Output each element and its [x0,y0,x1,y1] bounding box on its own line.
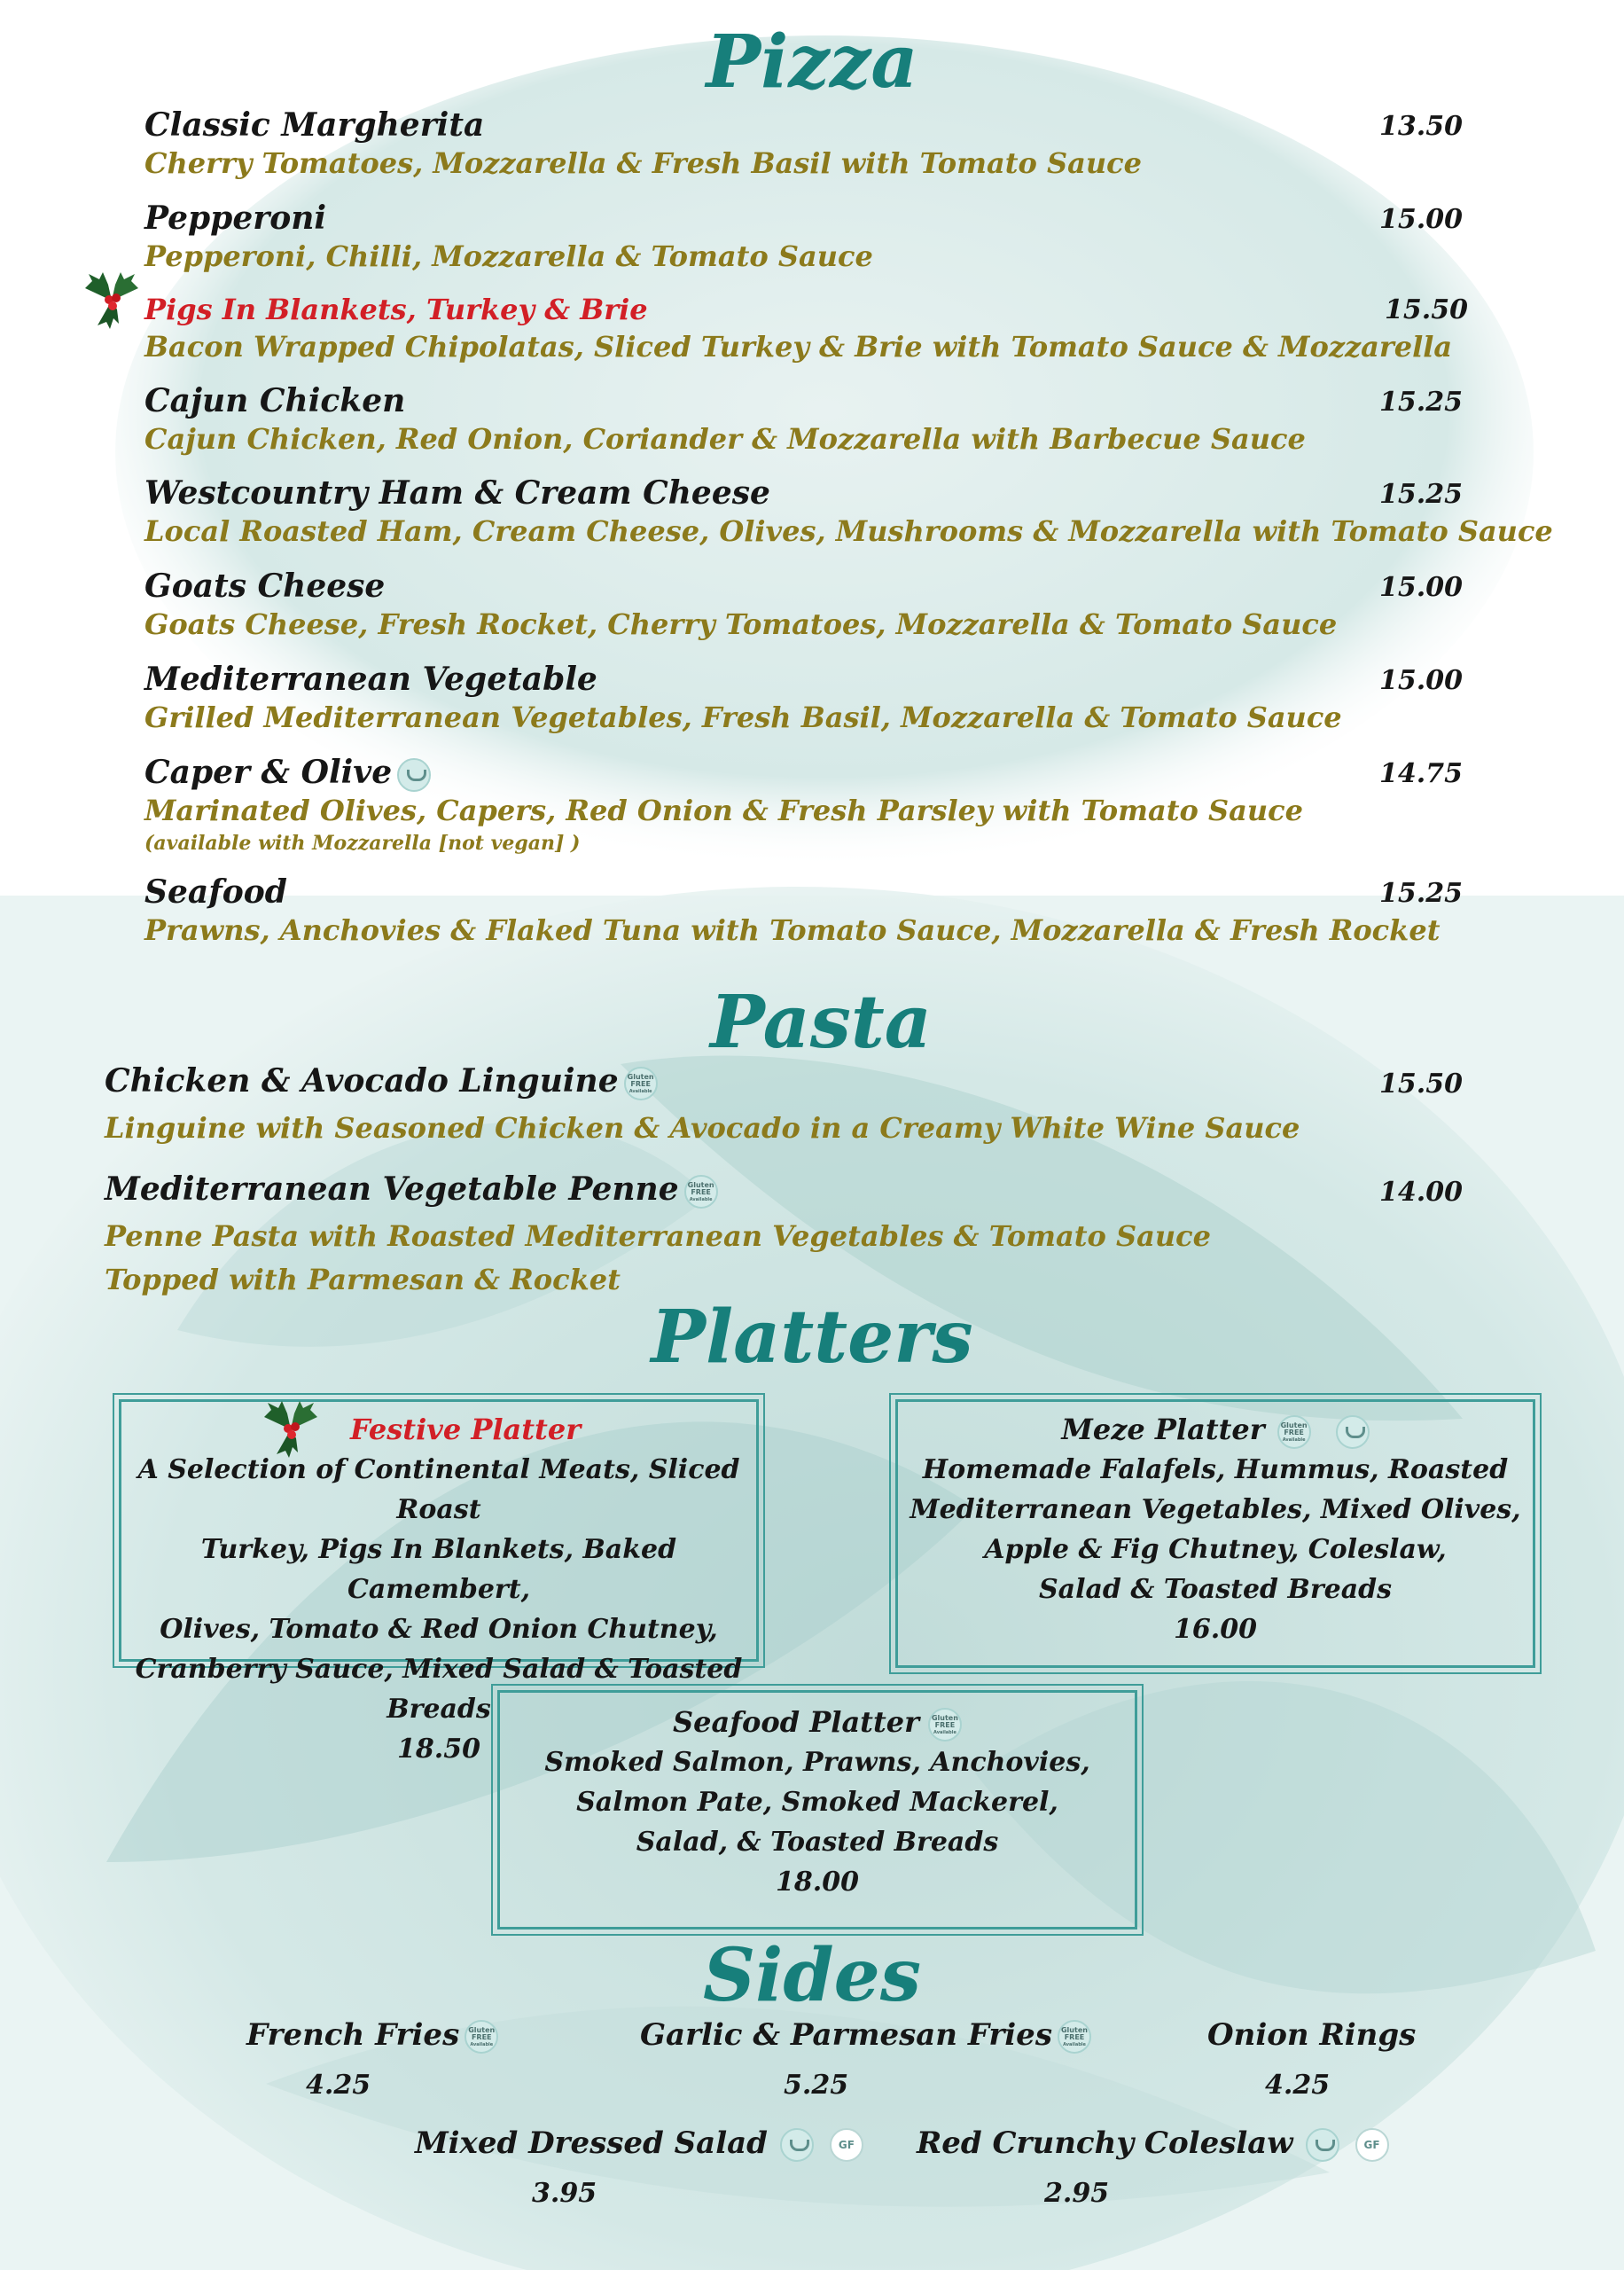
meze-platter-line: Salad & Toasted Breads [1038,1574,1393,1605]
gluten-free-icon: Gluten FREE Available [624,1067,658,1100]
pizza-name-margherita: Classic Margherita [144,106,485,144]
pizza-name-pigs-in-blankets: Pigs In Blankets, Turkey & Brie [144,293,648,326]
pizza-name-goats-cheese: Goats Cheese [144,568,386,605]
pizza-desc-seafood: Prawns, Anchovies & Flaked Tuna with Tomato Sauce, Mozzarella & Fresh Rocket [144,913,1441,947]
pizza-desc-margherita: Cherry Tomatoes, Mozzarella & Fresh Basil with Tomato Sauce [144,146,1142,180]
holly-icon [80,270,144,331]
pizza-price-pepperoni: 15.00 [1379,204,1463,235]
pasta-name-veg-penne-row [105,1170,718,1209]
gluten-free-icon: Gluten FREE Available [1277,1415,1311,1449]
pizza-name-pepperoni: Pepperoni [144,200,327,237]
gf-icon: GF [830,2128,863,2162]
pizza-name-seafood: Seafood [144,873,287,911]
vegan-icon [1306,2128,1339,2162]
meze-platter-line: Mediterranean Vegetables, Mixed Olives, [910,1494,1521,1525]
pasta-desc2-veg-penne: Topped with Parmesan & Rocket [105,1263,621,1296]
side-mixed-salad-row [415,2125,863,2162]
seafood-platter-price: 18.00 [776,1867,859,1898]
meze-platter-line: Apple & Fig Chutney, Coleslaw, [984,1534,1447,1565]
side-price-coleslaw: 2.95 [1044,2178,1110,2209]
meze-platter-name: Meze Platter [1061,1413,1265,1446]
gluten-free-icon: Gluten FREE Available [465,2020,498,2054]
pizza-price-goats-cheese: 15.00 [1379,572,1463,603]
platters-heading: Platters [651,1295,973,1380]
meze-platter-price: 16.00 [1174,1614,1257,1645]
side-name-garlic-fries: Garlic & Parmesan Fries [640,2017,1052,2053]
side-price-onion-rings: 4.25 [1265,2070,1331,2101]
pizza-price-margherita: 13.50 [1379,111,1463,142]
pizza-price-cajun-chicken: 15.25 [1379,387,1463,418]
pasta-price-chicken-avocado: 15.50 [1379,1068,1463,1100]
vegan-icon [1336,1415,1370,1449]
seafood-platter-line: Smoked Salmon, Prawns, Anchovies, [544,1747,1090,1778]
seafood-platter-line: Salad, & Toasted Breads [636,1827,999,1858]
pasta-name-chicken-avocado-row [105,1062,658,1100]
vegan-icon [780,2128,814,2162]
sides-heading: Sides [702,1933,922,2018]
festive-platter-line: Turkey, Pigs In Blankets, Baked Camembert, [200,1534,677,1605]
side-price-french-fries: 4.25 [306,2070,371,2101]
pasta-desc-chicken-avocado: Linguine with Seasoned Chicken & Avocado in a Creamy White Wine Sauce [105,1111,1300,1145]
pizza-price-caper-olive: 14.75 [1379,758,1463,789]
side-name-french-fries: French Fries [246,2017,460,2053]
side-french-fries-row [246,2017,498,2054]
seafood-platter [497,1702,1137,1902]
pizza-desc-mediterranean-vegetable: Grilled Mediterranean Vegetables, Fresh Basil, Mozzarella & Tomato Sauce [144,701,1342,734]
pizza-price-pigs-in-blankets: 15.50 [1385,294,1468,325]
pasta-desc-veg-penne: Penne Pasta with Roasted Mediterranean Vegetables & Tomato Sauce [105,1219,1211,1253]
pizza-price-seafood: 15.25 [1379,878,1463,909]
pizza-desc-caper-olive: Marinated Olives, Capers, Red Onion & Fresh Parsley with Tomato Sauce [144,794,1303,827]
seafood-platter-name: Seafood Platter [673,1705,919,1739]
festive-platter-line: Olives, Tomato & Red Onion Chutney, [160,1614,718,1645]
side-name-mixed-salad: Mixed Dressed Salad [415,2125,768,2161]
pizza-desc-pepperoni: Pepperoni, Chilli, Mozzarella & Tomato Sauce [144,239,873,273]
pasta-name-chicken-avocado: Chicken & Avocado Linguine [105,1062,619,1100]
side-price-mixed-salad: 3.95 [532,2178,597,2209]
pizza-desc-goats-cheese: Goats Cheese, Fresh Rocket, Cherry Tomatoes, Mozzarella & Tomato Sauce [144,607,1338,641]
pizza-heading: Pizza [706,20,918,105]
gluten-free-icon: Gluten FREE Available [684,1175,718,1209]
side-garlic-fries-row [640,2017,1091,2054]
side-coleslaw-row [917,2125,1389,2162]
festive-platter-line: Cranberry Sauce, Mixed Salad & Toasted Breads [135,1654,743,1725]
pizza-desc-cajun-chicken: Cajun Chicken, Red Onion, Coriander & Mozzarella with Barbecue Sauce [144,422,1306,456]
seafood-platter-heading [497,1702,1137,1742]
side-price-garlic-fries: 5.25 [784,2070,849,2101]
pizza-name-caper-olive-row [144,754,431,792]
festive-platter-line: A Selection of Continental Meats, Sliced Roast [137,1454,740,1525]
pizza-price-mediterranean-vegetable: 15.00 [1379,665,1463,696]
pizza-desc-pigs-in-blankets: Bacon Wrapped Chipolatas, Sliced Turkey & Brie with Tomato Sauce & Mozzarella [144,330,1453,364]
pizza-name-cajun-chicken: Cajun Chicken [144,382,406,419]
vegan-icon [397,758,431,792]
pasta-heading: Pasta [710,980,932,1065]
meze-platter-heading [895,1410,1535,1450]
pizza-price-westcountry-ham: 15.25 [1379,479,1463,510]
pizza-name-mediterranean-vegetable: Mediterranean Vegetable [144,661,597,698]
seafood-platter-line: Salmon Pate, Smoked Mackerel, [576,1787,1058,1818]
side-name-onion-rings: Onion Rings [1207,2017,1417,2053]
pizza-name-caper-olive: Caper & Olive [144,754,393,791]
pasta-price-veg-penne: 14.00 [1379,1177,1463,1208]
meze-platter [895,1410,1535,1649]
festive-platter-price: 18.50 [397,1734,480,1765]
side-name-coleslaw: Red Crunchy Coleslaw [917,2125,1293,2161]
pizza-note-caper-olive: (available with Mozzarella [not vegan] ) [144,832,581,855]
gf-icon: GF [1355,2128,1389,2162]
gluten-free-icon: Gluten FREE Available [928,1708,962,1742]
pasta-name-veg-penne: Mediterranean Vegetable Penne [105,1170,679,1208]
meze-platter-line: Homemade Falafels, Hummus, Roasted [922,1454,1509,1485]
festive-platter-name: Festive Platter [349,1413,582,1446]
pizza-name-westcountry-ham: Westcountry Ham & Cream Cheese [144,474,770,512]
gluten-free-icon: Gluten FREE Available [1058,2020,1091,2054]
pizza-desc-westcountry-ham: Local Roasted Ham, Cream Cheese, Olives, Mushrooms & Mozzarella with Tomato Sauce [144,514,1553,548]
